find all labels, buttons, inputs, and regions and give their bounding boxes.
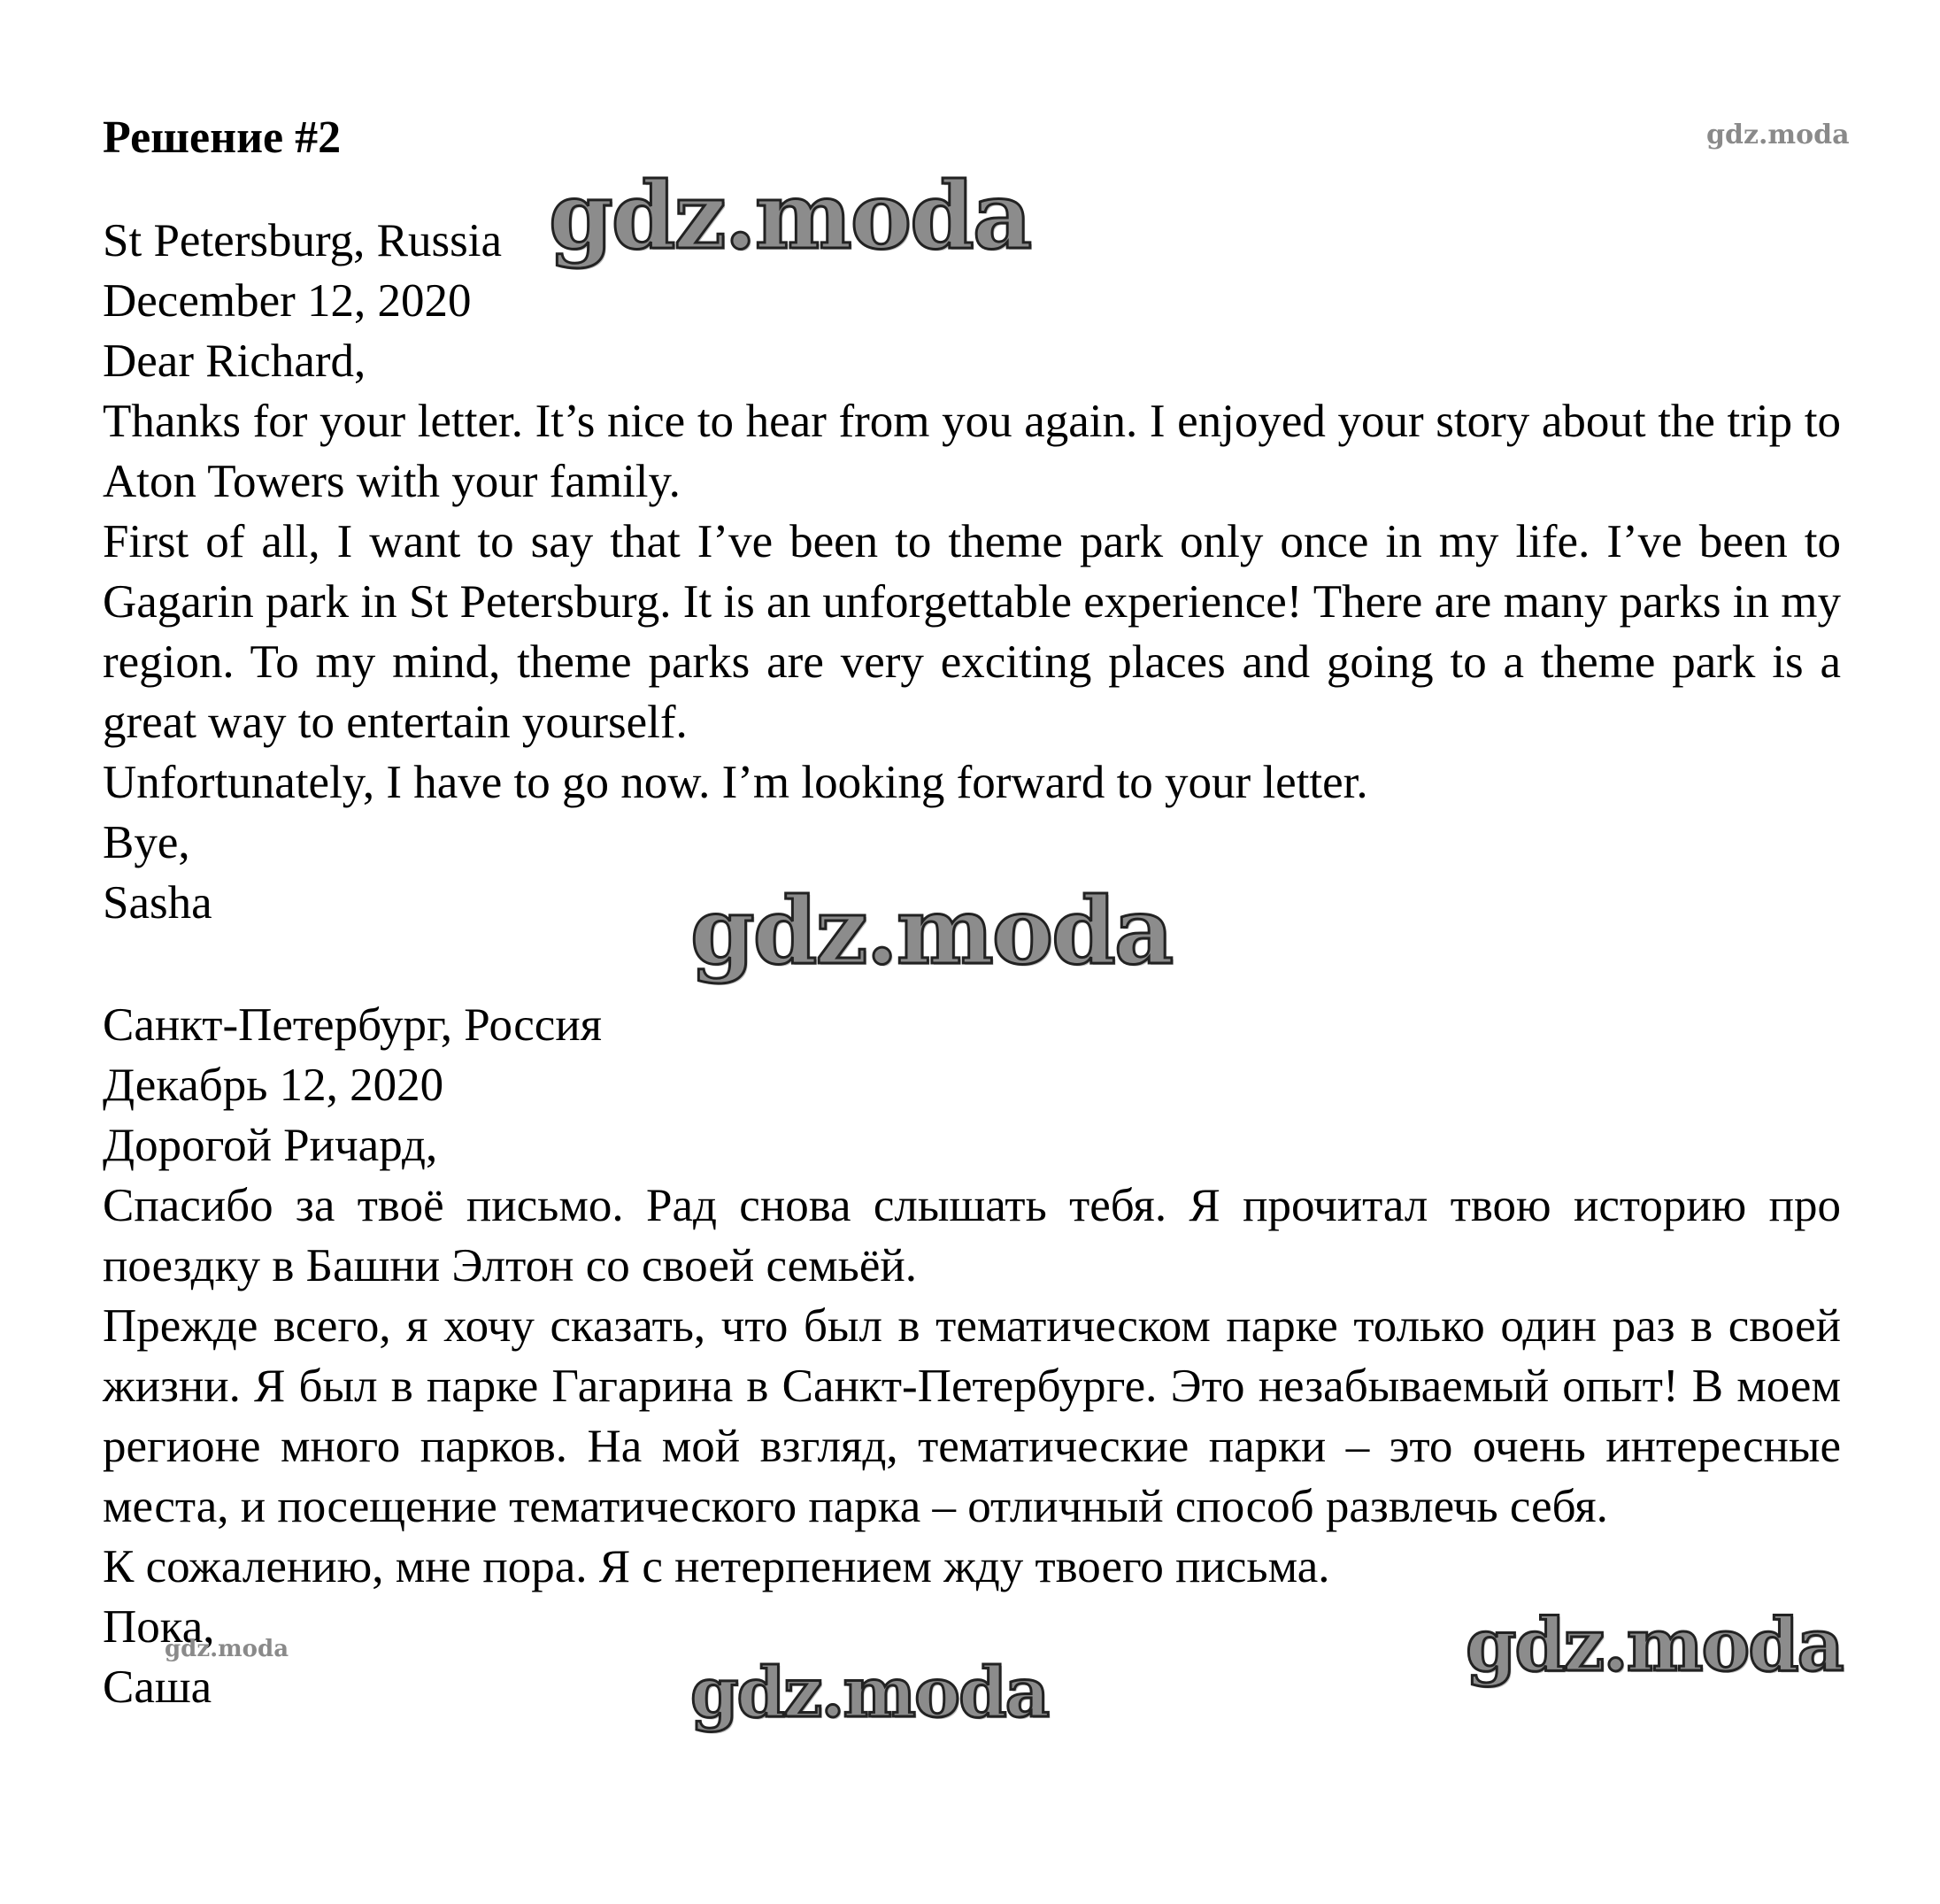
letter-place: Санкт-Петербург, Россия: [103, 999, 603, 1051]
letter-paragraph: Unfortunately, I have to go now. I’m looking forward to your letter.: [103, 757, 1368, 808]
letter-paragraph: Прежде всего, я хочу сказать, что был в тематическом парке только один раз в своей жизни. Я был в парке Гагарина в Санкт-Петербурге. Это незабываемый опыт! В моем регионе много парков. На мой взгляд, тематические парки – это очень интересные места, и посещение тематического парка – отличный способ развлечь себя.: [103, 1300, 1841, 1532]
watermark: gdz.moda: [690, 876, 1173, 985]
letter-paragraph: Спасибо за твоё письмо. Рад снова слышать тебя. Я прочитал твою историю про поездку в Башни Элтон со своей семьёй.: [103, 1180, 1841, 1291]
letter-paragraph: К сожалению, мне пора. Я с нетерпением жду твоего письма.: [103, 1541, 1330, 1592]
letter-date: December 12, 2020: [103, 275, 472, 327]
watermark-small: gdz.moda: [1706, 119, 1850, 150]
watermark-small: gdz.moda: [165, 1636, 289, 1662]
letter-paragraph: First of all, I want to say that I’ve been to theme park only once in my life. I’ve been to Gagarin park in St Petersburg. It is an unforgettable experience! There are many parks in my region. To my mind, theme parks are very exciting places and going to a theme park is a great way to entertain yourself.: [103, 516, 1841, 748]
watermark: gdz.moda: [549, 161, 1031, 270]
letter-signature: Sasha: [103, 877, 212, 929]
letter-greeting: Dear Richard,: [103, 335, 366, 387]
watermark: gdz.moda: [690, 1653, 1049, 1733]
letter-place: St Petersburg, Russia: [103, 215, 503, 266]
solution-heading: Решение #2: [103, 112, 342, 163]
letter-closing: Пока,: [103, 1601, 215, 1653]
watermark: gdz.moda: [1466, 1603, 1843, 1688]
letter-closing: Bye,: [103, 817, 190, 868]
letter-signature: Саша: [103, 1661, 212, 1713]
letter-greeting: Дорогой Ричард,: [103, 1120, 438, 1171]
letter-date: Декабрь 12, 2020: [103, 1060, 444, 1111]
letter-english: [103, 211, 1841, 933]
letter-paragraph: Thanks for your letter. It’s nice to hear from you again. I enjoyed your story about the trip to Aton Towers with your family.: [103, 396, 1841, 507]
